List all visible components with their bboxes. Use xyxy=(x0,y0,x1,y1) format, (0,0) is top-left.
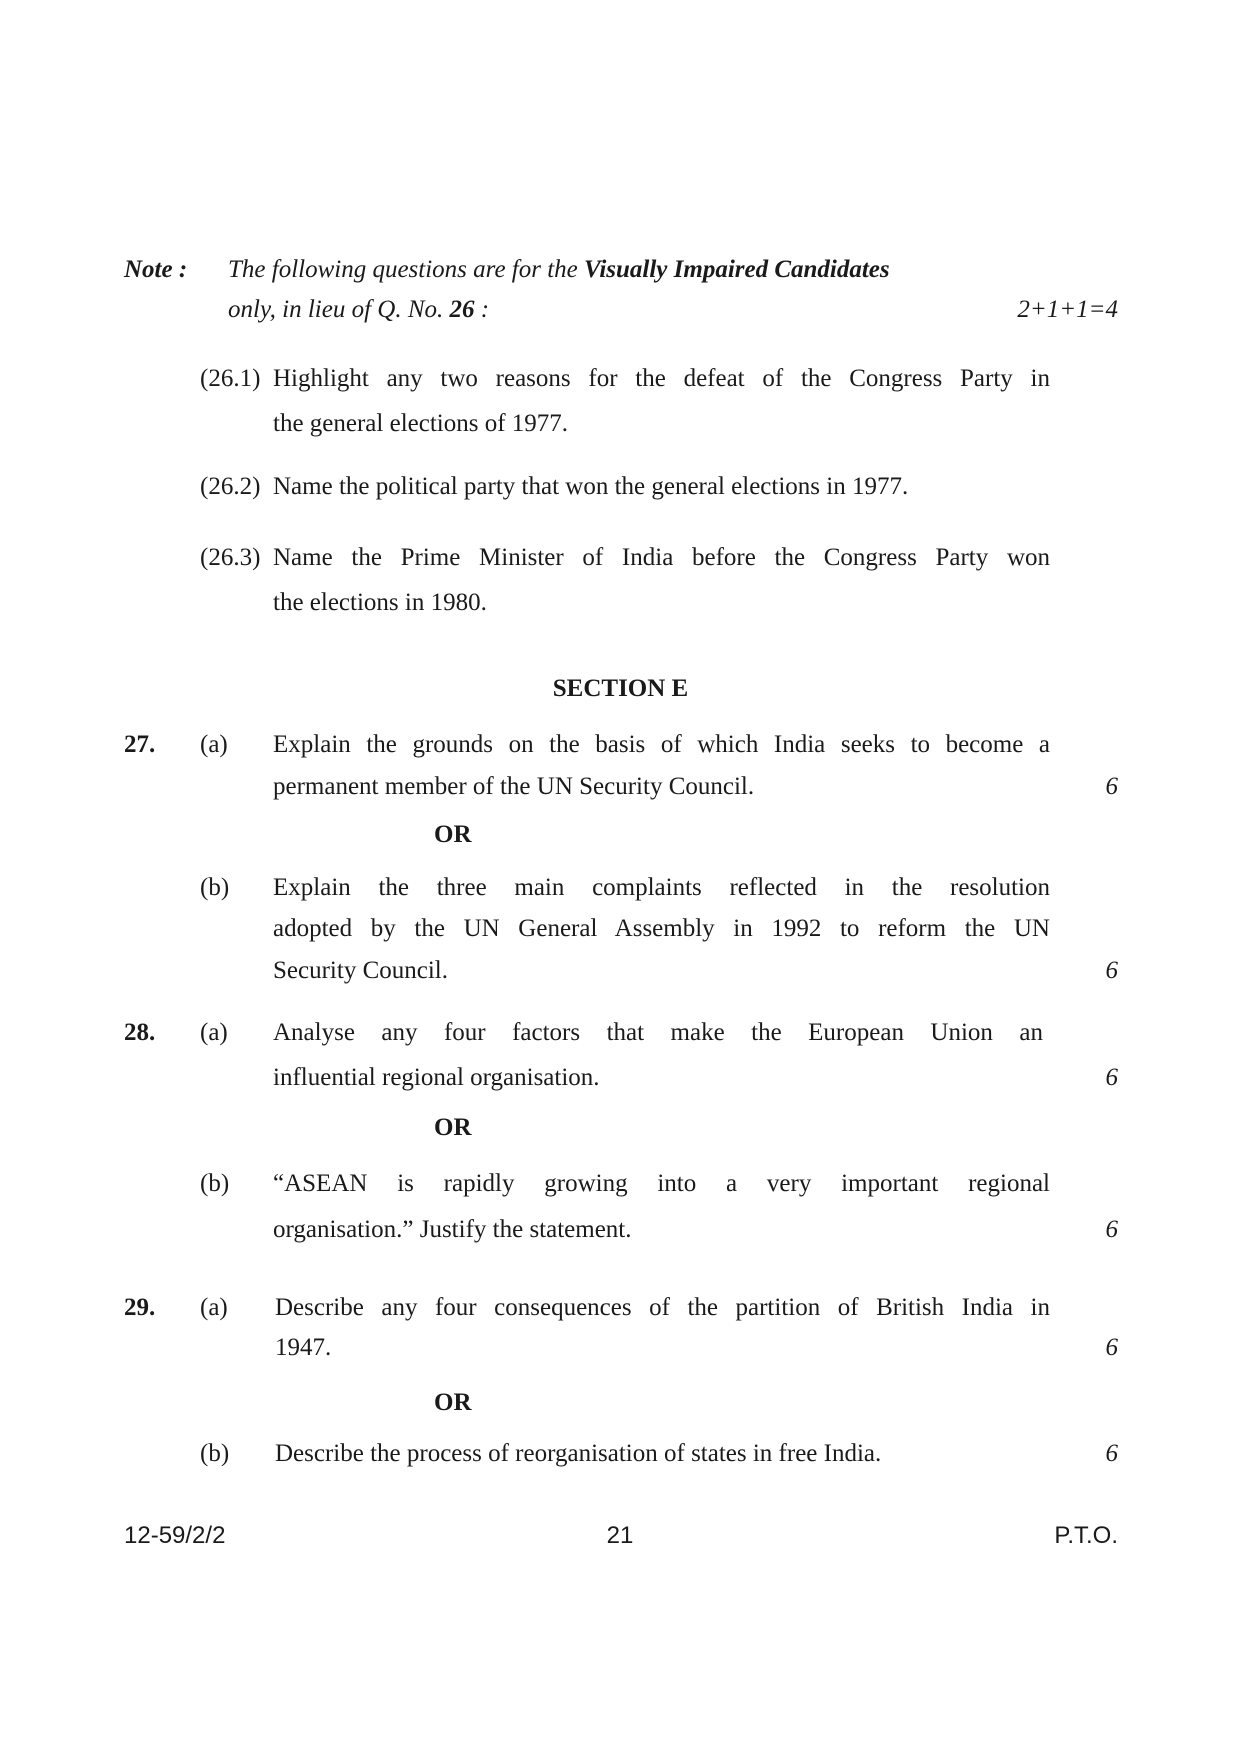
question-text: permanent member of the UN Security Council. xyxy=(273,773,755,800)
or-label: OR xyxy=(434,1114,472,1141)
marks: 6 xyxy=(1105,957,1118,984)
subq-text: Highlight any two reasons for the defeat of the Congress Party in xyxy=(273,365,1050,392)
note-qno: 26 xyxy=(449,296,475,323)
option-label: (b) xyxy=(200,1170,230,1197)
question-number: 28. xyxy=(124,1019,156,1046)
subq-number: (26.3) xyxy=(200,544,261,571)
paper-code: 12-59/2/2 xyxy=(124,1522,226,1549)
note-line-2 xyxy=(228,296,489,324)
pto-label: P.T.O. xyxy=(1054,1522,1118,1549)
subq-text: the elections in 1980. xyxy=(273,589,487,616)
option-label: (b) xyxy=(200,874,230,901)
question-text: Security Council. xyxy=(273,957,448,984)
marks: 6 xyxy=(1105,773,1118,800)
question-text: adopted by the UN General Assembly in 1992 to reform the UN xyxy=(273,915,1050,942)
option-label: (a) xyxy=(200,731,228,758)
question-number: 29. xyxy=(124,1294,156,1321)
subq-text: Name the political party that won the general elections in 1977. xyxy=(273,473,909,500)
question-text: Explain the grounds on the basis of which India seeks to become a xyxy=(273,731,1050,758)
note-label: Note : xyxy=(124,256,188,283)
question-text: Analyse any four factors that make the European Union an xyxy=(273,1019,1043,1046)
section-title: SECTION E xyxy=(552,675,689,702)
subq-text: Name the Prime Minister of India before the Congress Party won xyxy=(273,544,1050,571)
question-text: “ASEAN is rapidly growing into a very important regional xyxy=(273,1170,1050,1197)
subq-number: (26.1) xyxy=(200,365,261,392)
subq-number: (26.2) xyxy=(200,473,261,500)
question-text: organisation.” Justify the statement. xyxy=(273,1216,632,1243)
marks: 6 xyxy=(1105,1064,1118,1091)
note-marks: 2+1+1=4 xyxy=(1017,296,1118,323)
subq-text: the general elections of 1977. xyxy=(273,410,569,437)
question-number: 27. xyxy=(124,731,156,758)
note-text-2: only, in lieu of Q. No. xyxy=(228,296,450,323)
note-text-3: : xyxy=(474,296,490,323)
note-text-1: The following questions are for the xyxy=(228,256,585,283)
option-label: (b) xyxy=(200,1440,230,1467)
marks: 6 xyxy=(1105,1334,1118,1361)
page-number: 21 xyxy=(606,1522,634,1549)
question-text: Describe the process of reorganisation of states in free India. xyxy=(275,1440,882,1467)
marks: 6 xyxy=(1105,1216,1118,1243)
or-label: OR xyxy=(434,1389,472,1416)
question-text: Explain the three main complaints reflected in the resolution xyxy=(273,874,1050,901)
or-label: OR xyxy=(434,821,472,848)
note-highlight: Visually Impaired Candidates xyxy=(584,256,890,283)
marks: 6 xyxy=(1105,1440,1118,1467)
option-label: (a) xyxy=(200,1294,228,1321)
option-label: (a) xyxy=(200,1019,228,1046)
question-text: 1947. xyxy=(275,1334,332,1361)
question-text: Describe any four consequences of the partition of British India in xyxy=(275,1294,1050,1321)
question-text: influential regional organisation. xyxy=(273,1064,600,1091)
note-line-1 xyxy=(228,256,1050,284)
